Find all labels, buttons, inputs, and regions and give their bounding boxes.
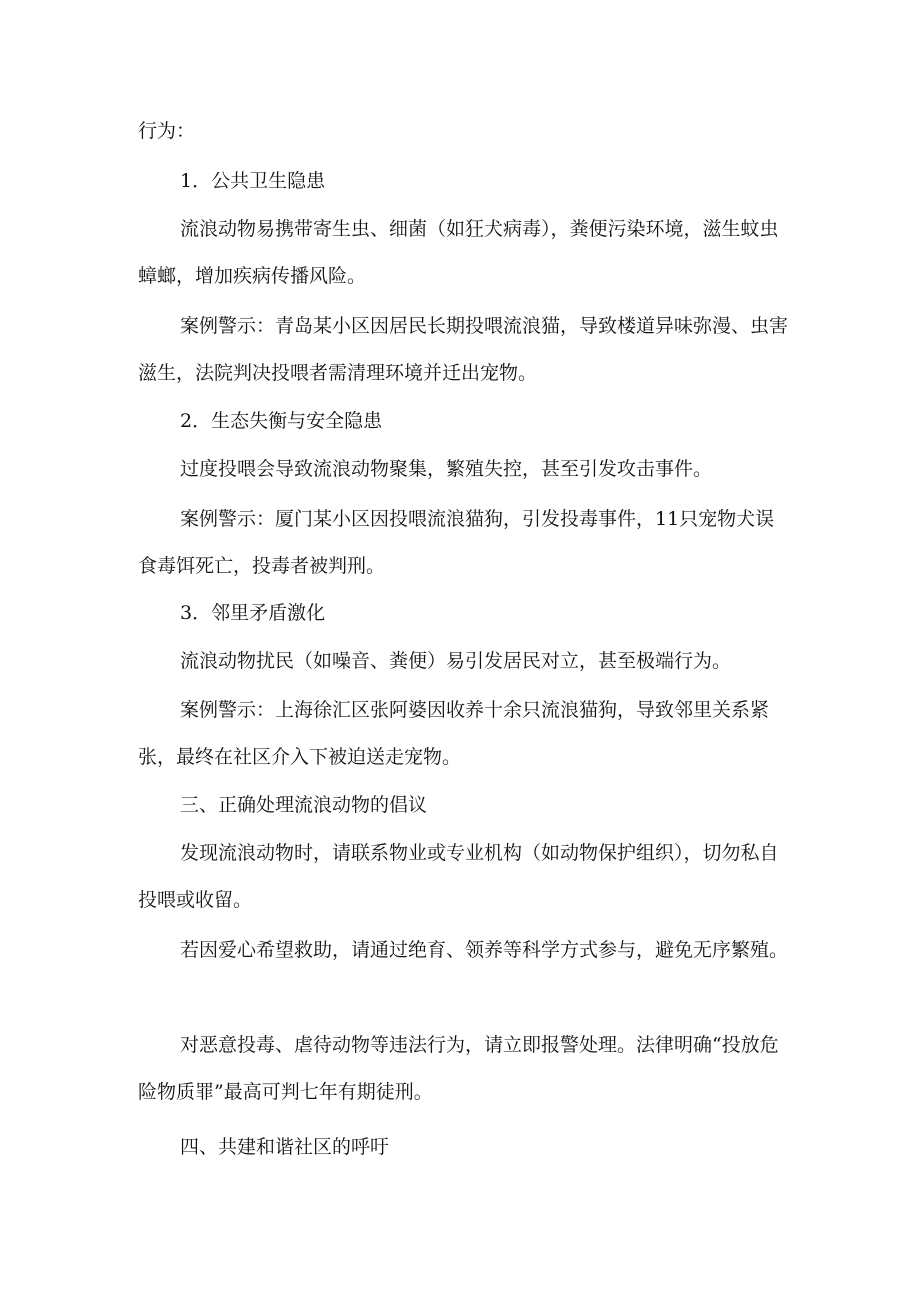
paragraph-report-abuse: 对恶意投毒、虐待动物等违法行为，请立即报警处理。法律明确“投放危险物质罪”最高可判七年有期徒刑。 bbox=[138, 1034, 779, 1103]
heading-ecology-safety: 2．生态失衡与安全隐患 bbox=[180, 410, 383, 432]
paragraph-case-xiamen: 案例警示：厦门某小区因投喂流浪猫狗，引发投毒事件，11只宠物犬误食毒饵死亡，投毒者被判刑。 bbox=[138, 508, 775, 577]
paragraph-overfeeding: 过度投喂会导致流浪动物聚集，繁殖失控，甚至引发攻击事件。 bbox=[180, 458, 713, 480]
section-heading-proper-handling: 三、正确处理流浪动物的倡议 bbox=[180, 794, 428, 816]
paragraph-public-health: 流浪动物易携带寄生虫、细菌（如狂犬病毒），粪便污染环境，滋生蚊虫蟑螂，增加疾病传播风险。 bbox=[138, 218, 779, 287]
section-heading-harmonious-community: 四、共建和谐社区的呼吁 bbox=[180, 1136, 390, 1158]
paragraph-case-qingdao: 案例警示：青岛某小区因居民长期投喂流浪猫，导致楼道异味弥漫、虫害滋生，法院判决投喂者需清理环境并迁出宠物。 bbox=[138, 315, 789, 384]
heading-public-health: 1．公共卫生隐患 bbox=[180, 170, 326, 192]
paragraph-contact-organizations: 发现流浪动物时，请联系物业或专业机构（如动物保护组织），切勿私自投喂或收留。 bbox=[138, 842, 779, 911]
paragraph-disturbance: 流浪动物扰民（如噪音、粪便）易引发居民对立，甚至极端行为。 bbox=[180, 650, 732, 672]
paragraph-scientific-rescue: 若因爱心希望救助，请通过绝育、领养等科学方式参与，避免无序繁殖。 bbox=[180, 939, 789, 961]
paragraph-case-shanghai: 案例警示：上海徐汇区张阿婆因收养十余只流浪猫狗，导致邻里关系紧张，最终在社区介入下被迫送走宠物。 bbox=[138, 699, 770, 768]
heading-neighbor-conflict: 3．邻里矛盾激化 bbox=[180, 602, 326, 624]
paragraph-continuation: 行为： bbox=[138, 120, 196, 142]
